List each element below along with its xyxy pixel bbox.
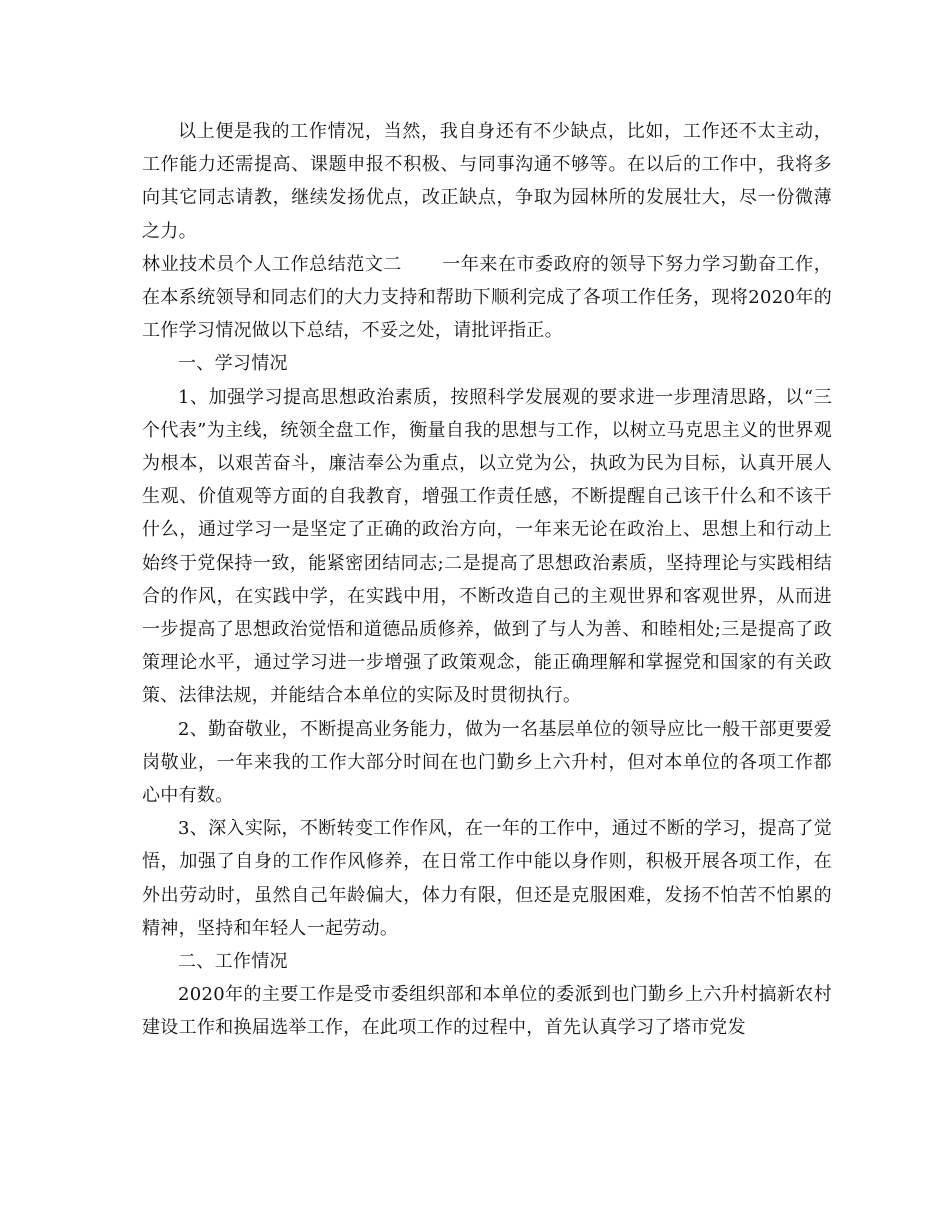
- paragraph-work-1: 2020年的主要工作是受市委组织部和本单位的委派到也门勤乡上六升村搞新农村建设工作和换届选举工作，在此项工作的过程中，首先认真学习了塔市党发: [142, 984, 832, 1039]
- paragraph-study-1: 1、加强学习提高思想政治素质，按照科学发展观的要求进一步理清思路，以“三个代表”为主线，统领全盘工作，衡量自我的思想与工作，以树立马克思主义的世界观为根本，以艰苦奋斗，廉洁奉公为重点，以立党为公，执政为民为目标，认真开展人生观、价值观等方面的自我教育，增强工作责任感，不断提醒自己该干什么和不该干什么，通过学习一是坚定了正确的政治方向，一年来无论在政治上、思想上和行动上始终于党保持一致，能紧密团结同志;二是提高了思想政治素质，坚持理论与实践相结合的作风，在实践中学，在实践中用，不断改造自己的主观世界和客观世界，从而进一步提高了思想政治觉悟和道德品质修养，做到了与人为善、和睦相处;三是提高了政策理论水平，通过学习进一步增强了政策观念，能正确理解和掌握党和国家的有关政策、法律法规，并能结合本单位的实际及时贯彻执行。: [142, 386, 832, 707]
- section-title-line: [142, 248, 832, 348]
- paragraph-study-3: 3、深入实际，不断转变工作作风，在一年的工作中，通过不断的学习，提高了觉悟，加强了自身的工作作风修养，在日常工作中能以身作则，积极开展各项工作，在外出劳动时，虽然自己年龄偏大，体力有限，但还是克服困难，发扬不怕苦不怕累的精神，坚持和年轻人一起劳动。: [142, 818, 832, 939]
- document-page: [142, 115, 832, 1045]
- heading-work: 二、工作情况: [178, 951, 288, 973]
- paragraph-study-2: 2、勤奋敬业，不断提高业务能力，做为一名基层单位的领导应比一般干部更要爱岗敬业，一年来我的工作大部分时间在也门勤乡上六升村，但对本单位的各项工作都心中有数。: [142, 718, 832, 807]
- paragraph-opening: 一年来在市委政府的领导下努力学习勤奋工作，在本系统领导和同志们的大力支持和帮助下顺利完成了各项工作任务，现将2020年的工作学习情况做以下总结，不妥之处，请批评指正。: [142, 253, 832, 342]
- paragraph-intro: 以上便是我的工作情况，当然，我自身还有不少缺点，比如，工作还不太主动，工作能力还需提高、课题申报不积极、与同事沟通不够等。在以后的工作中，我将多向其它同志请教，继续发扬优点，改正缺点，争取为园林所的发展壮大，尽一份微薄之力。: [142, 121, 832, 242]
- section-title: 林业技术员个人工作总结范文二: [142, 253, 402, 275]
- heading-study: 一、学习情况: [178, 353, 288, 375]
